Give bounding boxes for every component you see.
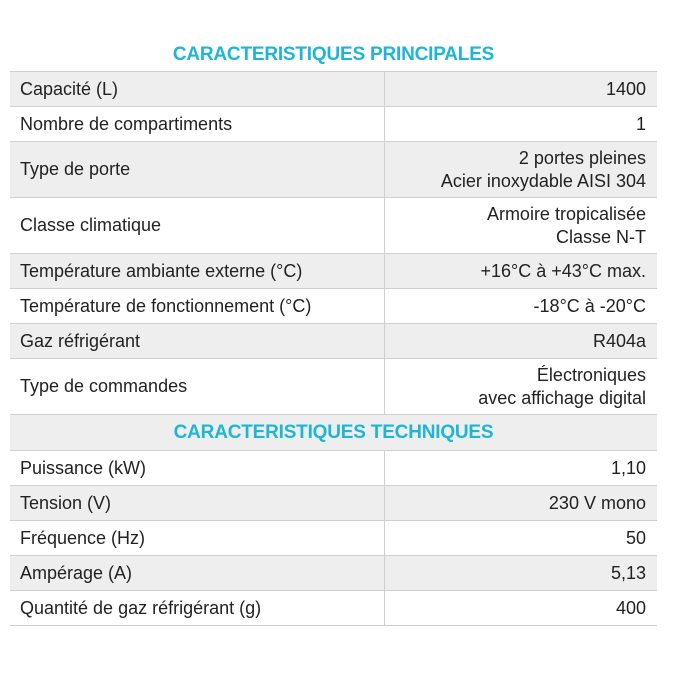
value-line: Acier inoxydable AISI 304 [440, 170, 646, 191]
row-label: Capacité (L) [10, 72, 385, 107]
value-line: Électroniques [536, 364, 646, 385]
table-row [10, 451, 657, 486]
row-value [385, 198, 658, 254]
row-label: Température de fonctionnement (°C) [10, 289, 385, 324]
row-label: Quantité de gaz réfrigérant (g) [10, 591, 385, 626]
table-row [10, 359, 657, 415]
value-line: Classe N-T [555, 226, 646, 247]
row-value: 50 [385, 521, 658, 556]
table-row [10, 556, 657, 591]
table-row [10, 72, 657, 107]
row-value: -18°C à -20°C [385, 289, 658, 324]
row-label: Classe climatique [10, 198, 385, 254]
value-line: 2 portes pleines [518, 147, 646, 168]
row-label: Gaz réfrigérant [10, 324, 385, 359]
table-row [10, 591, 657, 626]
row-value: +16°C à +43°C max. [385, 254, 658, 289]
row-value: 230 V mono [385, 486, 658, 521]
row-value: R404a [385, 324, 658, 359]
row-label: Ampérage (A) [10, 556, 385, 591]
main-section-title: CARACTERISTIQUES PRINCIPALES [172, 44, 495, 65]
row-value: 5,13 [385, 556, 658, 591]
table-row [10, 142, 657, 198]
table-row [10, 289, 657, 324]
main-spec-table [10, 71, 657, 415]
table-row [10, 324, 657, 359]
row-value [385, 142, 658, 198]
table-row [10, 107, 657, 142]
table-row [10, 198, 657, 254]
row-label: Nombre de compartiments [10, 107, 385, 142]
row-value [385, 359, 658, 415]
row-value: 1,10 [385, 451, 658, 486]
row-value: 1400 [385, 72, 658, 107]
table-row [10, 486, 657, 521]
row-label: Type de commandes [10, 359, 385, 415]
row-label: Fréquence (Hz) [10, 521, 385, 556]
row-label: Puissance (kW) [10, 451, 385, 486]
row-value: 400 [385, 591, 658, 626]
table-row [10, 521, 657, 556]
row-value: 1 [385, 107, 658, 142]
row-label: Température ambiante externe (°C) [10, 254, 385, 289]
technical-section-title: CARACTERISTIQUES TECHNIQUES [10, 415, 657, 451]
row-label: Type de porte [10, 142, 385, 198]
spec-sheet [10, 38, 657, 626]
table-row [10, 254, 657, 289]
row-label: Tension (V) [10, 486, 385, 521]
technical-spec-table [10, 451, 657, 626]
value-line: avec affichage digital [478, 387, 646, 408]
value-line: Armoire tropicalisée [486, 203, 646, 224]
